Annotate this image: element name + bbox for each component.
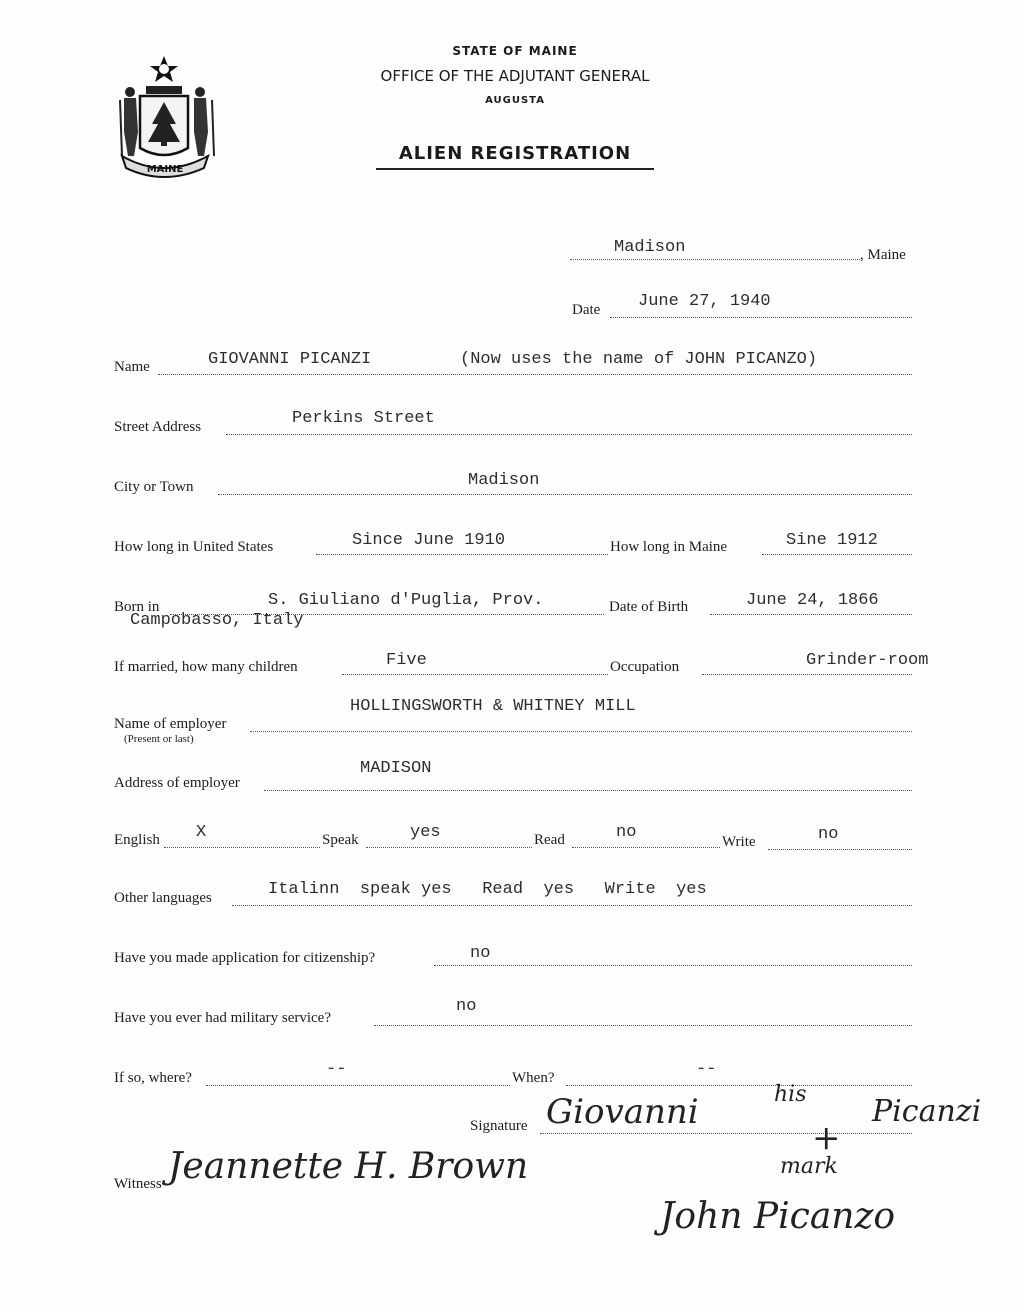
other-languages-line (232, 905, 912, 906)
military-value: no (456, 997, 477, 1016)
date-label: Date (572, 302, 601, 318)
name-line (158, 374, 912, 375)
how-long-us-line (316, 554, 608, 555)
occupation-value: Grinder-room (806, 651, 929, 670)
signature-cross: + (812, 1118, 841, 1158)
where-label: If so, where? (114, 1070, 192, 1086)
witness-label: Witness (114, 1176, 162, 1192)
dob-value: June 24, 1866 (746, 591, 879, 610)
write-line (768, 849, 912, 850)
when-label: When? (512, 1070, 555, 1086)
employer-label: Name of employer (114, 716, 227, 732)
seal-text: MAINE (146, 164, 184, 175)
city-label: City or Town (114, 479, 194, 495)
signature-last: Picanzi (872, 1094, 982, 1129)
when-value: -- (696, 1060, 717, 1079)
header-city: AUGUSTA (485, 95, 545, 106)
street-label: Street Address (114, 419, 202, 435)
children-value: Five (386, 651, 427, 670)
dob-label: Date of Birth (609, 599, 689, 615)
how-long-maine-line (762, 554, 912, 555)
read-value: no (616, 823, 637, 842)
maine-seal-icon (112, 52, 224, 182)
place-line (570, 259, 860, 260)
citizenship-label: Have you made application for citizenship? (114, 950, 376, 966)
speak-value: yes (410, 823, 441, 842)
employer-address-line (264, 790, 912, 791)
english-line (164, 847, 320, 848)
signature-his: his (774, 1082, 807, 1107)
city-line (218, 494, 912, 495)
signature-alt: John Picanzo (660, 1196, 896, 1237)
street-line (226, 434, 912, 435)
how-long-us-value: Since June 1910 (352, 531, 506, 550)
name-value: GIOVANNI PICANZI (208, 350, 372, 369)
employer-address-label: Address of employer (114, 775, 240, 791)
form-title: ALIEN REGISTRATION (398, 143, 632, 164)
where-line (206, 1085, 510, 1086)
born-value: S. Giuliano d'Puglia, Prov. (268, 591, 544, 610)
occupation-label: Occupation (610, 659, 680, 675)
write-label: Write (722, 834, 756, 850)
signature-first: Giovanni (546, 1092, 699, 1132)
how-long-maine-value: Sine 1912 (786, 531, 878, 550)
employer-address-value: MADISON (360, 759, 432, 778)
header-state: STATE OF MAINE (452, 44, 578, 58)
english-value: X (196, 823, 207, 842)
witness-signature: Jeannette H. Brown (168, 1146, 529, 1187)
signature-label: Signature (470, 1118, 528, 1134)
place-suffix: , Maine (860, 247, 906, 263)
dob-line (710, 614, 912, 615)
children-label: If married, how many children (114, 659, 298, 675)
born-label: Born in (114, 599, 160, 615)
employer-line (250, 731, 912, 732)
name-note: (Now uses the name of JOHN PICANZO) (460, 350, 818, 369)
speak-line (366, 847, 532, 848)
born-value-line2: Campobasso, Italy (130, 611, 304, 630)
speak-label: Speak (322, 832, 359, 848)
read-line (572, 847, 720, 848)
signature-line (540, 1133, 912, 1134)
children-line (342, 674, 608, 675)
date-line (610, 317, 912, 318)
other-languages-value: Italinn speak yes Read yes Write yes (268, 880, 707, 899)
employer-sublabel: (Present or last) (124, 733, 194, 745)
other-languages-label: Other languages (114, 890, 212, 906)
english-label: English (114, 832, 160, 848)
military-label: Have you ever had military service? (114, 1010, 331, 1026)
read-label: Read (534, 832, 565, 848)
employer-value: HOLLINGSWORTH & WHITNEY MILL (350, 697, 636, 716)
street-value: Perkins Street (292, 409, 435, 428)
military-line (374, 1025, 912, 1026)
occupation-line (702, 674, 912, 675)
name-label: Name (114, 359, 150, 375)
citizenship-line (434, 965, 912, 966)
city-value: Madison (468, 471, 540, 490)
signature-mark: mark (780, 1154, 838, 1179)
title-underline (376, 168, 654, 170)
how-long-us-label: How long in United States (114, 539, 274, 555)
write-value: no (818, 825, 839, 844)
header-office: OFFICE OF THE ADJUTANT GENERAL (380, 67, 650, 85)
where-value: -- (326, 1060, 347, 1079)
place-value: Madison (614, 238, 686, 257)
how-long-maine-label: How long in Maine (610, 539, 728, 555)
date-value: June 27, 1940 (638, 292, 771, 311)
citizenship-value: no (470, 944, 491, 963)
when-line (566, 1085, 912, 1086)
